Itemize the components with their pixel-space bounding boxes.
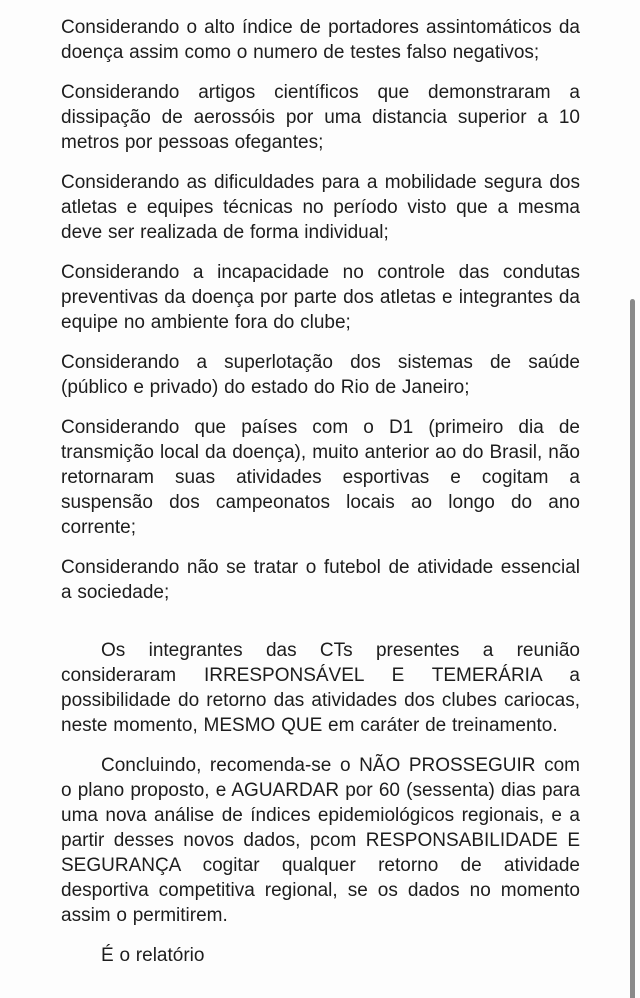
paragraph-conclusion-recommendation: Concluindo, recomenda-se o NÃO PROSSEGUIR com o plano proposto, e AGUARDAR por 60 (sessenta) dias para uma nova análise de índices epidemiológicos regionais, e a partir desses novos dados, pcom RESPONSABILIDADE E SEGURANÇA cogitar qualquer retorno de atividade desportiva competitiva regional, se os dados no momento assim o permitirem. — [61, 755, 580, 926]
document-body — [61, 15, 580, 968]
paragraph-considerando-other-countries: Considerando que países com o D1 (primeiro dia de transmição local da doença), muito anterior ao do Brasil, não retornaram suas atividades esportivas e cogitam a suspensão dos campeonatos locais ao longo do ano corrente; — [61, 417, 580, 538]
paragraph-conclusion-irresponsible: Os integrantes das CTs presentes a reunião consideraram IRRESPONSÁVEL E TEMERÁRIA a possibilidade do retorno das atividades dos clubes cariocas, neste momento, MESMO QUE em caráter de treinamento. — [61, 640, 580, 736]
paragraph-considerando-conduct-control: Considerando a incapacidade no controle das condutas preventivas da doença por parte dos atletas e integrantes da equipe no ambiente fora do clube; — [61, 262, 580, 333]
scrollbar-thumb[interactable] — [630, 299, 635, 998]
paragraph-closing-statement: É o relatório — [101, 945, 205, 966]
paragraph-considerando-health-system: Considerando a superlotação dos sistemas de saúde (público e privado) do estado do Rio de Janeiro; — [61, 352, 580, 398]
paragraph-considerando-not-essential: Considerando não se tratar o futebol de atividade essencial a sociedade; — [61, 557, 580, 603]
paragraph-considerando-mobility: Considerando as dificuldades para a mobilidade segura dos atletas e equipes técnicas no período visto que a mesma deve ser realizada de forma individual; — [61, 172, 580, 243]
paragraph-considerando-aerosols: Considerando artigos científicos que demonstraram a dissipação de aerossóis por uma distancia superior a 10 metros por pessoas ofegantes; — [61, 82, 580, 153]
paragraph-considerando-asymptomatic: Considerando o alto índice de portadores assintomáticos da doença assim como o numero de testes falso negativos; — [61, 17, 580, 63]
